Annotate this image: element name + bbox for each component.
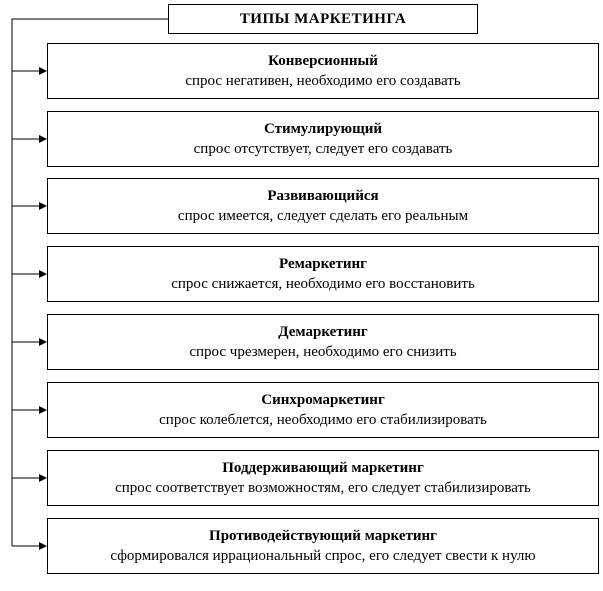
type-box-counteracting (47, 518, 599, 574)
diagram-title: ТИПЫ МАРКЕТИНГА (168, 4, 478, 34)
type-description: сформировался иррациональный спрос, его следует свести к нулю (110, 548, 536, 564)
type-name: Противодействующий маркетинг (209, 528, 437, 544)
type-description: спрос имеется, следует сделать его реальным (177, 208, 469, 224)
type-name: Синхромаркетинг (261, 392, 385, 408)
type-description: спрос отсутствует, следует его создавать (193, 141, 453, 157)
type-description: спрос негативен, необходимо его создавать (185, 73, 461, 89)
type-box-developing (47, 178, 599, 234)
type-box-supporting (47, 450, 599, 506)
type-box-conversion (47, 43, 599, 99)
type-description: спрос снижается, необходимо его восстановить (171, 276, 475, 292)
type-box-demarketing (47, 314, 599, 370)
type-name: Демаркетинг (278, 324, 368, 340)
type-description: спрос чрезмерен, необходимо его снизить (189, 344, 457, 360)
type-description: спрос соответствует возможностям, его следует стабилизировать (115, 480, 531, 496)
type-box-synchromarketing (47, 382, 599, 438)
type-name: Развивающийся (267, 188, 379, 204)
type-description: спрос колеблется, необходимо его стабилизировать (159, 412, 487, 428)
type-name: Стимулирующий (263, 121, 383, 137)
type-box-stimulating (47, 111, 599, 167)
type-name: Конверсионный (268, 53, 378, 69)
type-box-remarketing (47, 246, 599, 302)
type-name: Ремаркетинг (279, 256, 367, 272)
type-name: Поддерживающий маркетинг (222, 460, 424, 476)
